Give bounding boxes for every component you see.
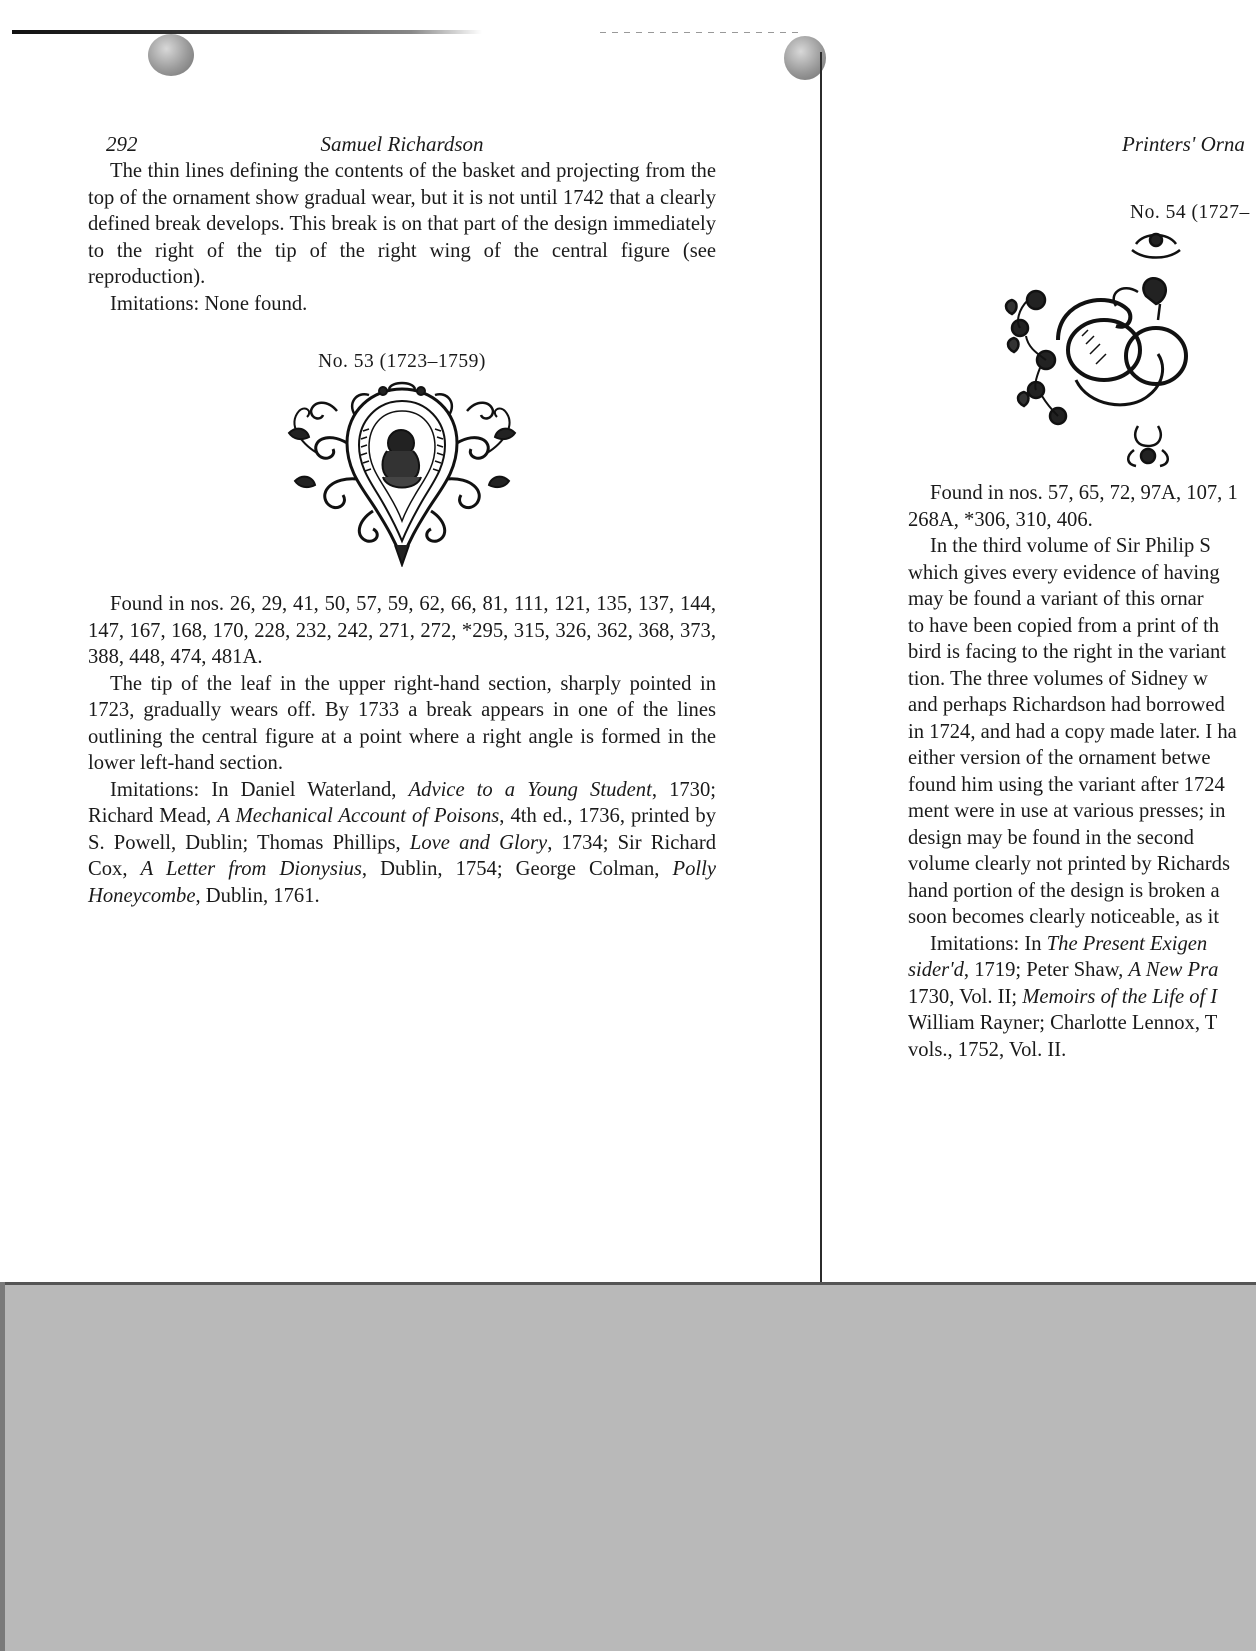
title-love-and-glory: Love and Glory [409, 831, 548, 854]
running-title: Samuel Richardson [320, 132, 484, 156]
imitations-paragraph-right [908, 931, 1256, 1064]
scan-edge-shadow [12, 30, 482, 34]
sidney-line: tion. The three volumes of Sidney w [908, 667, 1208, 690]
title-advice-to-a-young-student: Advice to a Young Student [408, 778, 652, 801]
imitations-right-line: William Rayner; Charlotte Lennox, T [908, 1012, 1218, 1034]
sidney-line: found him using the variant after 1724 [908, 773, 1225, 796]
imitations-text-5: , Dublin, 1754; George Colman, [361, 858, 673, 880]
sidney-line: in 1724, and had a copy made later. I ha [908, 720, 1237, 743]
sidney-paragraph [908, 533, 1256, 931]
imitations-text-3: , 4th ed., 1736, printed by S. Powell, Dublin; Thomas Phillips, [88, 805, 716, 854]
sidney-line: volume clearly not printed by Richards [908, 853, 1230, 875]
imitations-right-line: Imitations: In The Present Exigen [930, 932, 1208, 955]
sidney-line: design may be found in the second [908, 826, 1194, 849]
title-memoirs-of-the-life: Memoirs of the Life of I [1022, 985, 1218, 1008]
running-header-right [908, 128, 1256, 158]
title-mechanical-account-of-poisons: A Mechanical Account of Poisons [217, 805, 500, 827]
imitations-text-2: , 1730; Richard Mead, [88, 778, 716, 827]
scanner-bed-background [0, 1282, 1256, 1651]
left-page [88, 128, 716, 909]
ornament-53-caption: No. 53 (1723–1759) [318, 351, 486, 372]
found-in-paragraph-right-cont: 268A, *306, 310, 406. [908, 508, 1093, 531]
imitations-none-paragraph: Imitations: None found. [110, 292, 308, 315]
sidney-line: bird is facing to the right in the variant [908, 641, 1226, 663]
page-number: 292 [106, 132, 138, 156]
right-page [908, 128, 1256, 1278]
scan-edge-dashes [600, 32, 800, 33]
sidney-line: to have been copied from a print of th [908, 614, 1220, 637]
running-title-right: Printers' Orna [1122, 132, 1245, 156]
title-present-exigence: The Present Exigen [1046, 932, 1208, 955]
running-header [88, 128, 716, 158]
ornament-53-figure [88, 381, 716, 567]
sidney-line: which gives every evidence of having [908, 561, 1220, 584]
binder-hole-left [148, 34, 194, 76]
page-divider-line [820, 52, 822, 1282]
wear-paragraph: The thin lines defining the contents of the basket and projecting from the top of the ornament show gradual wear, but it is not until 1742 that a clearly defined break develops. This break is on that part of the design immediately to the right of the tip of the right wing of the central figure (see reproduction). [88, 160, 716, 288]
leaf-tip-paragraph: The tip of the leaf in the upper right-hand section, sharply pointed in 1723, gradually wears off. By 1733 a break appears in one of the lines outlining the central figure at a point where a right angle is formed in the lower left-hand section. [88, 672, 716, 774]
title-letter-from-dionysius: A Letter from Dionysius [140, 858, 362, 880]
sidney-line: ment were in use at various presses; in [908, 800, 1226, 822]
imitations-text-1: Imitations: In Daniel Waterland, [110, 778, 409, 801]
sidney-line: hand portion of the design is broken a [908, 879, 1220, 902]
imitations-text-6: , Dublin, 1761. [195, 884, 320, 907]
sidney-line: soon becomes clearly noticeable, as it [908, 906, 1220, 928]
found-in-paragraph-right: Found in nos. 57, 65, 72, 97A, 107, 1 [930, 482, 1238, 504]
imitations-right-line: sider'd, 1719; Peter Shaw, A New Pra [908, 959, 1219, 981]
ornament-53-engraving [277, 381, 527, 567]
imitations-paragraph [88, 777, 716, 910]
imitations-right-line: vols., 1752, Vol. II. [908, 1038, 1067, 1061]
sidney-line: may be found a variant of this ornar [908, 588, 1204, 610]
title-new-practice: A New Pra [1128, 959, 1219, 981]
sidney-line: In the third volume of Sir Philip S [930, 535, 1211, 557]
found-in-paragraph: Found in nos. 26, 29, 41, 50, 57, 59, 62, 66, 81, 111, 121, 135, 137, 144, 147, 167, 168, 170, 228, 232, 242, 271, 272, *295, 315, 326, 362, 368, 373, 388, 448, 474, 481A. [88, 593, 716, 668]
sidney-line: and perhaps Richardson had borrowed [908, 694, 1225, 716]
imitations-text-4: , 1734; Sir Richard Cox, [88, 831, 717, 880]
imitations-right-line: 1730, Vol. II; Memoirs of the Life of I [908, 985, 1218, 1008]
ornament-54-caption: No. 54 (1727– [1130, 202, 1250, 223]
ornament-54-engraving [908, 230, 1256, 470]
sidney-line: either version of the ornament betwe [908, 747, 1211, 769]
title-polly-honeycombe: Polly Honeycombe [88, 858, 716, 907]
